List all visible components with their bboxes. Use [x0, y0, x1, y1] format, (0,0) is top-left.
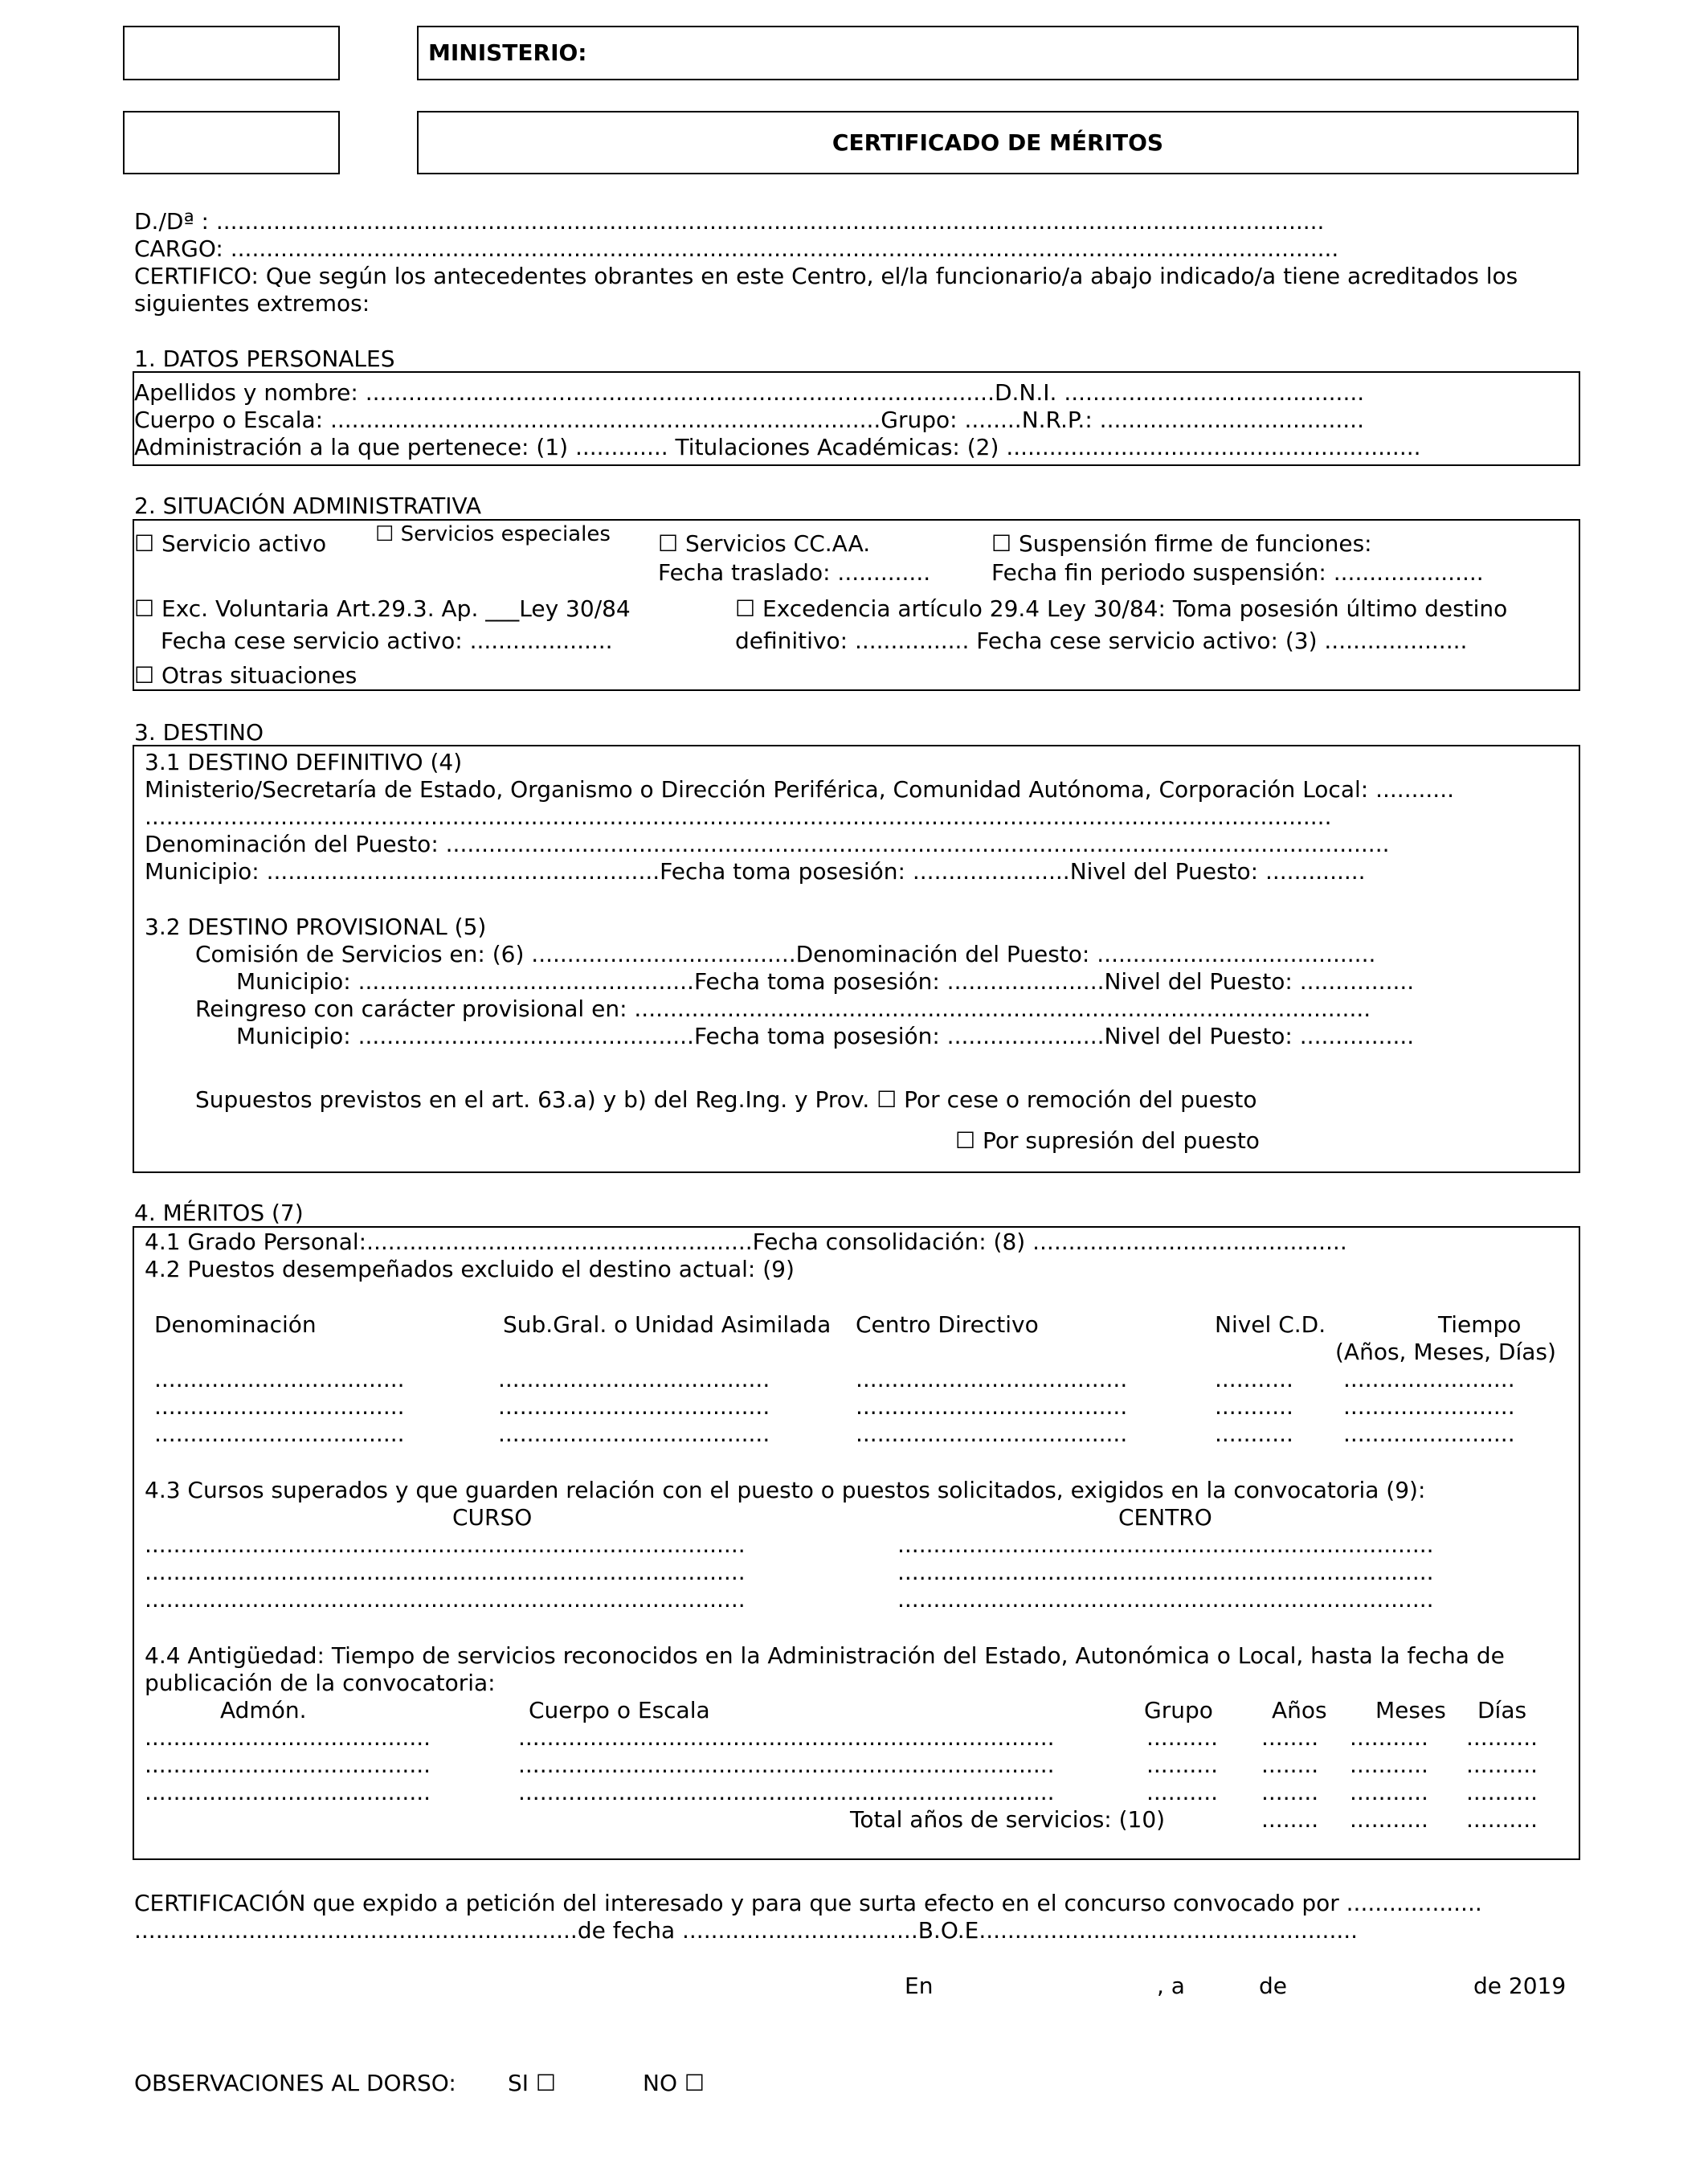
section-2-title: 2. SITUACIÓN ADMINISTRATIVA: [134, 493, 481, 519]
page-title: CERTIFICADO DE MÉRITOS: [832, 129, 1164, 156]
servicios-ccaa-checkbox[interactable]: ☐ Servicios CC.AA.: [658, 530, 871, 557]
section-3-title: 3. DESTINO: [134, 719, 264, 746]
certifico-line-1: CERTIFICO: Que según los antecedentes obrantes en este Centro, el/la funcionario/a abajo indicado/a tiene acreditados los: [134, 263, 1518, 289]
apellidos-line: Apellidos y nombre: ........................................................................................D.N.I. ..........................................: [134, 379, 1365, 406]
puesto-centro: ......................................: [856, 1421, 1128, 1447]
ant-anos: ........: [1261, 1724, 1319, 1751]
puesto-nivel: ...........: [1215, 1366, 1293, 1392]
puesto-tiempo: ........................: [1343, 1421, 1515, 1447]
supuestos-cese-checkbox[interactable]: Supuestos previstos en el art. 63.a) y b) del Reg.Ing. y Prov. ☐ Por cese o remoción del puesto: [195, 1086, 1257, 1113]
curso-dots: ....................................................................................: [145, 1531, 746, 1558]
exc-voluntaria-fecha: Fecha cese servicio activo: ....................: [161, 628, 613, 654]
centro-dots: ...........................................................................: [897, 1559, 1434, 1585]
puesto-tiempo: ........................: [1343, 1393, 1515, 1420]
ant-cuerpo: ...........................................................................: [518, 1724, 1055, 1751]
col-tiempo-sub: (Años, Meses, Días): [1335, 1339, 1556, 1365]
ant-meses: ...........: [1350, 1752, 1428, 1778]
col-nivel: Nivel C.D.: [1215, 1311, 1326, 1338]
col-curso: CURSO: [452, 1504, 533, 1531]
cursos-heading: 4.3 Cursos superados y que guarden relación con el puesto o puestos solicitados, exigidos en la convocatoria (9):: [145, 1477, 1426, 1503]
col-subgral: Sub.Gral. o Unidad Asimilada: [503, 1311, 832, 1338]
reingreso-line: Reingreso con carácter provisional en: .......................................................................................................: [195, 996, 1371, 1022]
ant-grupo: ..........: [1146, 1724, 1219, 1751]
ant-anos: ........: [1261, 1779, 1319, 1805]
destino-definitivo-line-3: Denominación del Puesto: ....................................................................................................................................: [145, 831, 1390, 857]
puesto-nivel: ...........: [1215, 1421, 1293, 1447]
dd-line: D./Dª : ...........................................................................................................................................................: [134, 208, 1325, 235]
certifico-line-2: siguientes extremos:: [134, 290, 370, 317]
centro-dots: ...........................................................................: [897, 1531, 1434, 1558]
ant-admon: ........................................: [145, 1752, 431, 1778]
puesto-subgral: ......................................: [498, 1421, 770, 1447]
grado-personal-line: 4.1 Grado Personal:......................................................Fecha consolidación: (8) ............................................: [145, 1229, 1347, 1255]
puesto-denominacion: ...................................: [154, 1366, 405, 1392]
section-1-title: 1. DATOS PERSONALES: [134, 345, 395, 372]
reingreso-municipio-line: Municipio: ...............................................Fecha toma posesión: ......................Nivel del Puesto: ................: [236, 1023, 1415, 1049]
ant-dias: ..........: [1466, 1752, 1538, 1778]
puesto-denominacion: ...................................: [154, 1393, 405, 1420]
ant-cuerpo: ...........................................................................: [518, 1779, 1055, 1805]
day-label: , a: [1157, 1973, 1185, 1999]
ant-cuerpo: ...........................................................................: [518, 1752, 1055, 1778]
place-label: En: [905, 1973, 934, 1999]
destino-definitivo-line-2: ......................................................................................................................................................................: [145, 803, 1332, 830]
total-dias: ..........: [1466, 1806, 1538, 1833]
ant-admon: ........................................: [145, 1724, 431, 1751]
col-meses: Meses: [1375, 1697, 1446, 1723]
ant-dias: ..........: [1466, 1779, 1538, 1805]
total-meses: ...........: [1350, 1806, 1428, 1833]
destino-provisional-heading: 3.2 DESTINO PROVISIONAL (5): [145, 914, 487, 940]
puesto-subgral: ......................................: [498, 1393, 770, 1420]
stamp-box-2: [123, 111, 340, 174]
col-denominacion: Denominación: [154, 1311, 317, 1338]
puesto-nivel: ...........: [1215, 1393, 1293, 1420]
stamp-box-1: [123, 26, 340, 80]
ministerio-label: MINISTERIO:: [428, 39, 587, 66]
puesto-centro: ......................................: [856, 1393, 1128, 1420]
destino-definitivo-line-4: Municipio: .......................................................Fecha toma posesión: ......................Nivel del Puesto: ..............: [145, 858, 1366, 885]
servicio-activo-checkbox[interactable]: ☐ Servicio activo: [134, 530, 327, 557]
ant-grupo: ..........: [1146, 1752, 1219, 1778]
fecha-fin-suspension-line: Fecha fin periodo suspensión: .....................: [991, 559, 1484, 586]
ant-anos: ........: [1261, 1752, 1319, 1778]
centro-dots: ...........................................................................: [897, 1586, 1434, 1613]
puesto-subgral: ......................................: [498, 1366, 770, 1392]
puesto-centro: ......................................: [856, 1366, 1128, 1392]
col-centro: CENTRO: [1118, 1504, 1212, 1531]
excedencia-fecha: definitivo: ................ Fecha cese servicio activo: (3) ....................: [735, 628, 1468, 654]
servicios-especiales-checkbox[interactable]: ☐ Servicios especiales: [375, 522, 611, 546]
ant-admon: ........................................: [145, 1779, 431, 1805]
administracion-line: Administración a la que pertenece: (1) ............. Titulaciones Académicas: (2) ..........................................................: [134, 434, 1421, 460]
month-label: de: [1259, 1973, 1287, 1999]
total-label: Total años de servicios: (10): [850, 1806, 1166, 1833]
col-grupo: Grupo: [1144, 1697, 1213, 1723]
destino-definitivo-heading: 3.1 DESTINO DEFINITIVO (4): [145, 749, 463, 775]
col-centro-directivo: Centro Directivo: [856, 1311, 1039, 1338]
year-label: de 2019: [1473, 1973, 1567, 1999]
col-cuerpo: Cuerpo o Escala: [529, 1697, 710, 1723]
ant-meses: ...........: [1350, 1724, 1428, 1751]
curso-dots: ....................................................................................: [145, 1559, 746, 1585]
supresion-checkbox[interactable]: ☐ Por supresión del puesto: [955, 1127, 1260, 1154]
antiguedad-line-2: publicación de la convocatoria:: [145, 1670, 496, 1696]
comision-municipio-line: Municipio: ...............................................Fecha toma posesión: ......................Nivel del Puesto: ................: [236, 968, 1415, 995]
puesto-tiempo: ........................: [1343, 1366, 1515, 1392]
observaciones-label: OBSERVACIONES AL DORSO:: [134, 2070, 456, 2096]
col-dias: Días: [1477, 1697, 1527, 1723]
cuerpo-line: Cuerpo o Escala: .............................................................................Grupo: ........N.R.P.: .....................................: [134, 407, 1364, 433]
comision-servicios-line: Comisión de Servicios en: (6) .....................................Denominación del Puesto: .......................................: [195, 941, 1376, 967]
ant-meses: ...........: [1350, 1779, 1428, 1805]
total-anos: ........: [1261, 1806, 1319, 1833]
fecha-traslado-line: Fecha traslado: .............: [658, 559, 931, 586]
exc-voluntaria-checkbox[interactable]: ☐ Exc. Voluntaria Art.29.3. Ap. ___Ley 30/84: [134, 595, 631, 622]
ant-grupo: ..........: [1146, 1779, 1219, 1805]
antiguedad-line-1: 4.4 Antigüedad: Tiempo de servicios reconocidos en la Administración del Estado, Autonómica o Local, hasta la fecha de: [145, 1642, 1505, 1669]
observaciones-si-checkbox[interactable]: SI ☐: [508, 2070, 557, 2096]
puesto-denominacion: ...................................: [154, 1421, 405, 1447]
col-admon: Admón.: [220, 1697, 307, 1723]
ant-dias: ..........: [1466, 1724, 1538, 1751]
observaciones-no-checkbox[interactable]: NO ☐: [643, 2070, 705, 2096]
certificacion-line-1: CERTIFICACIÓN que expido a petición del interesado y para que surta efecto en el concurso convocado por ...................: [134, 1890, 1482, 1916]
ministerio-box: [417, 26, 1579, 80]
col-tiempo: Tiempo: [1438, 1311, 1522, 1338]
excedencia-checkbox[interactable]: ☐ Excedencia artículo 29.4 Ley 30/84: Toma posesión último destino: [735, 595, 1508, 622]
suspension-checkbox[interactable]: ☐ Suspensión firme de funciones:: [991, 530, 1372, 557]
col-anos: Años: [1272, 1697, 1327, 1723]
certificacion-line-2: ..............................................................de fecha .................................B.O.E.....................................................: [134, 1917, 1359, 1944]
destino-definitivo-line-1: Ministerio/Secretaría de Estado, Organismo o Dirección Periférica, Comunidad Autónoma, Corporación Local: ...........: [145, 776, 1455, 803]
section-4-title: 4. MÉRITOS (7): [134, 1200, 304, 1226]
otras-situaciones-checkbox[interactable]: ☐ Otras situaciones: [134, 662, 358, 689]
curso-dots: ....................................................................................: [145, 1586, 746, 1613]
cargo-line: CARGO: ...........................................................................................................................................................: [134, 235, 1339, 262]
puestos-heading: 4.2 Puestos desempeñados excluido el destino actual: (9): [145, 1256, 795, 1282]
